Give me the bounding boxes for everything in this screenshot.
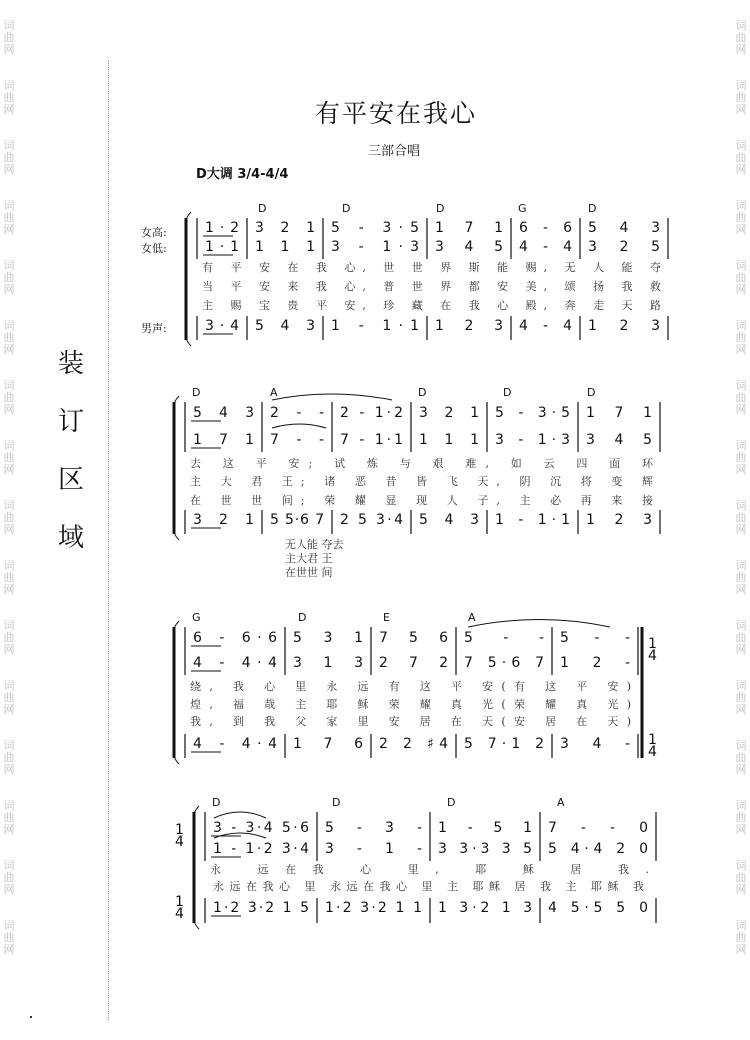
alto-measure: 3 - 1·3 (495, 432, 570, 448)
watermark-text: 词 曲 网 (735, 259, 747, 296)
men-measure: 1 2 3 (586, 512, 652, 528)
time-change-num: 1 (648, 732, 657, 748)
soprano-measure: 3 2 1 (419, 405, 479, 421)
men-measure: 5 4 3 (419, 512, 479, 528)
chord-symbol: D (503, 386, 512, 399)
time-sig-num: 1 (175, 822, 184, 838)
soprano-measure: 1·2 (205, 220, 239, 236)
soprano-measure: 5 3 1 (293, 630, 363, 646)
time-sig-num: 1 (175, 894, 184, 910)
men-measure: 2 2 ♯4 (379, 736, 448, 752)
watermark-text: 词 曲 网 (3, 139, 15, 176)
alto-measure: 1 1 1 (255, 239, 315, 255)
alto-measure: 1 1 1 (419, 432, 479, 448)
voice-label-soprano: 女高: (141, 226, 167, 239)
lyric-line: 煌, 福 哉 主 耶 稣 荣 耀 真 光(荣 耀 真 光) (190, 698, 631, 711)
lyric-line-small: 永远在我心 里 永远在我心 里 主 耶稣 居 我 主 耶稣 我 (213, 880, 644, 893)
time-sig-den: 4 (175, 906, 184, 922)
key-time-signature: D大调 3/4-4/4 (196, 167, 289, 182)
song-title: 有平安在我心 (315, 99, 478, 128)
alt-lyric: 无人能 夺去 (285, 538, 344, 551)
alto-measure: 1·1 (205, 239, 239, 255)
alt-lyric: 主大君 王 (285, 552, 333, 565)
soprano-measure: 6 - 6·6 (193, 630, 277, 646)
watermark-text: 词 曲 网 (735, 319, 747, 356)
men-measure: 1 2 3 (435, 318, 503, 334)
chord-symbol: D (436, 202, 445, 215)
alto-measure: 4 - 4 (519, 239, 572, 255)
watermark-text: 词 曲 网 (735, 559, 747, 596)
watermark-text: 词 曲 网 (735, 139, 747, 176)
watermark-text: 词 曲 网 (3, 19, 15, 56)
watermark-text: 词 曲 网 (735, 199, 747, 236)
watermark-text: 词 曲 网 (735, 619, 747, 656)
lyric-line: 我, 到 我 父 家 里 安 居 在 天(安 居 在 天) (190, 715, 631, 728)
soprano-measure: 5 - 3·5 (331, 220, 419, 236)
watermark-text: 词 曲 网 (735, 439, 747, 476)
watermark-text: 词 曲 网 (3, 259, 15, 296)
chord-symbol: D (447, 796, 456, 809)
alto-measure: 1 2 - (560, 655, 630, 671)
men-measure: 3 2 1 (193, 512, 254, 528)
men-measure: 4 - 4 (519, 318, 572, 334)
alto-measure: 3 2 5 (588, 239, 660, 255)
watermark-text: 词 曲 网 (3, 739, 15, 776)
soprano-measure: 5 - 3 - (325, 820, 422, 836)
watermark-text: 词 曲 网 (735, 859, 747, 896)
chord-symbol: A (270, 386, 278, 399)
watermark-text: 词 曲 网 (3, 499, 15, 536)
chord-symbol: A (557, 796, 565, 809)
tie-arc (468, 620, 610, 628)
men-measure: 5 7·1 2 (464, 736, 544, 752)
watermark-text: 词 曲 网 (3, 559, 15, 596)
alto-measure: 7 - 1·1 (340, 432, 403, 448)
time-change-den: 4 (648, 648, 657, 664)
systems-layer (174, 202, 668, 929)
soprano-measure: 3 - 3·4 5·6 (213, 820, 309, 836)
watermark-text: 词 曲 网 (735, 919, 747, 956)
soprano-measure: 7 5 6 (379, 630, 448, 646)
soprano-measure: 5 4 3 (193, 405, 254, 421)
men-measure: 1·2 3·2 1 5 (213, 900, 309, 916)
chord-symbol: A (468, 611, 476, 624)
soprano-measure: 2 - - (270, 405, 324, 421)
soprano-measure: 5 - - (560, 630, 630, 646)
chord-symbol: G (518, 202, 527, 215)
men-measure: 4 - 4·4 (193, 736, 277, 752)
soprano-measure: 6 - 6 (519, 220, 572, 236)
men-measure: 5 5·6 7 (270, 512, 324, 528)
watermark-text: 词 曲 网 (735, 19, 747, 56)
alto-measure: 1 7 1 (193, 432, 254, 448)
men-measure: 3·4 (205, 318, 239, 334)
men-measure: 1 - 1·1 (495, 512, 570, 528)
men-measure: 1·2 3·2 1 1 (325, 900, 422, 916)
chord-symbol: D (332, 796, 341, 809)
soprano-measure: 5 4 3 (588, 220, 660, 236)
page-mark (30, 1016, 32, 1018)
alto-measure: 3 1 3 (293, 655, 363, 671)
alto-measure: 3 - 1·3 (331, 239, 419, 255)
men-measure: 3 4 - (560, 736, 630, 752)
song-subtitle: 三部合唱 (368, 144, 421, 159)
tie-arc (214, 812, 266, 818)
tie-arc (272, 424, 326, 428)
chord-symbol: D (258, 202, 267, 215)
soprano-measure: 2 - 1·2 (340, 405, 403, 421)
men-measure: 2 5 3·4 (340, 512, 403, 528)
watermark-text: 词 曲 网 (735, 79, 747, 116)
men-measure: 1 3·2 1 3 (438, 900, 532, 916)
watermark-text: 词 曲 网 (735, 799, 747, 836)
soprano-measure: 3 2 1 (255, 220, 315, 236)
lyric-line: 去 这 平 安; 试 炼 与 艰 难, 如 云 四 面 环 (190, 457, 654, 470)
men-measure: 4 5·5 5 0 (548, 900, 648, 916)
chord-symbol: G (192, 611, 201, 624)
chord-symbol: D (418, 386, 427, 399)
voice-label-men: 男声: (141, 322, 167, 335)
alto-measure: 7 - - (270, 432, 324, 448)
men-measure: 1 - 1·1 (331, 318, 419, 334)
soprano-measure: 1 - 5 1 (438, 820, 532, 836)
watermark-text: 词 曲 网 (3, 679, 15, 716)
watermark-text: 词 曲 网 (3, 379, 15, 416)
soprano-measure: 5 - 3·5 (495, 405, 570, 421)
watermark-text: 词 曲 网 (735, 499, 747, 536)
alto-measure: 3 4 5 (586, 432, 652, 448)
alt-lyric: 在世世 间 (285, 566, 333, 579)
lyric-line: 在 世 世 间; 荣 耀 显 现 人 子, 主 必 再 来 接 (190, 494, 653, 507)
alto-measure: 7 5·6 7 (464, 655, 544, 671)
binding-char: 区 (57, 465, 84, 495)
watermark-text: 词 曲 网 (3, 319, 15, 356)
chord-symbol: E (383, 611, 390, 624)
time-change-num: 1 (648, 636, 657, 652)
binding-char: 域 (57, 523, 84, 553)
watermark-text: 词 曲 网 (3, 919, 15, 956)
time-sig-den: 4 (175, 834, 184, 850)
alto-measure: 3 3·3 3 5 (438, 841, 532, 857)
time-change-den: 4 (648, 744, 657, 760)
chord-symbol: D (342, 202, 351, 215)
watermark-text: 词 曲 网 (735, 739, 747, 776)
chord-symbol: D (587, 386, 596, 399)
chord-symbol: D (212, 796, 221, 809)
men-measure: 5 4 3 (255, 318, 315, 334)
alto-measure: 4 - 4·4 (193, 655, 277, 671)
alto-measure: 2 7 2 (379, 655, 448, 671)
watermark-text: 词 曲 网 (3, 439, 15, 476)
chord-symbol: D (588, 202, 597, 215)
lyric-line: 当 平 安 来 我 心, 普 世 界 都 安 美, 颂 扬 我 救 (202, 280, 661, 293)
alto-measure: 3 4 5 (435, 239, 503, 255)
watermark-text: 词 曲 网 (3, 79, 15, 116)
lyric-line: 永 远在我 心 里, 耶 稣 居 我. (210, 863, 649, 876)
chord-symbol: D (192, 386, 201, 399)
soprano-measure: 5 - - (464, 630, 544, 646)
watermark-text: 词 曲 网 (3, 859, 15, 896)
tie-arc (272, 394, 392, 400)
binding-char: 订 (57, 407, 84, 437)
voice-label-alto: 女低: (141, 242, 167, 255)
lyric-line: 绕, 我 心 里 永 远 有 这 平 安(有 这 平 安) (190, 680, 631, 693)
watermark-text: 词 曲 网 (735, 379, 747, 416)
watermark-text: 词 曲 网 (3, 799, 15, 836)
watermark-text: 词 曲 网 (735, 679, 747, 716)
lyric-line: 主 大 君 王; 诸 恶 昔 皆 飞 天, 阴 沉 将 变 辉 (190, 475, 653, 488)
watermark-text: 词 曲 网 (3, 199, 15, 236)
alto-measure: 3 - 1 - (325, 841, 422, 857)
soprano-measure: 1 7 1 (586, 405, 652, 421)
watermark-text: 词 曲 网 (3, 619, 15, 656)
chord-symbol: D (298, 611, 307, 624)
binding-char: 装 (57, 349, 84, 379)
alto-measure: 5 4·4 2 0 (548, 841, 648, 857)
lyric-line: 主 赐 宝 贵 平 安, 珍 藏 在 我 心 殿, 奔 走 天 路 (202, 299, 661, 312)
men-measure: 1 7 6 (293, 736, 363, 752)
lyric-line: 有 平 安 在 我 心, 世 世 界 斯 能 赐, 无 人 能 夺 (202, 261, 661, 274)
men-measure: 1 2 3 (588, 318, 660, 334)
soprano-measure: 1 7 1 (435, 220, 503, 236)
alto-measure: 1 - 1·2 3·4 (213, 841, 309, 857)
soprano-measure: 7 - - 0 (548, 820, 648, 836)
